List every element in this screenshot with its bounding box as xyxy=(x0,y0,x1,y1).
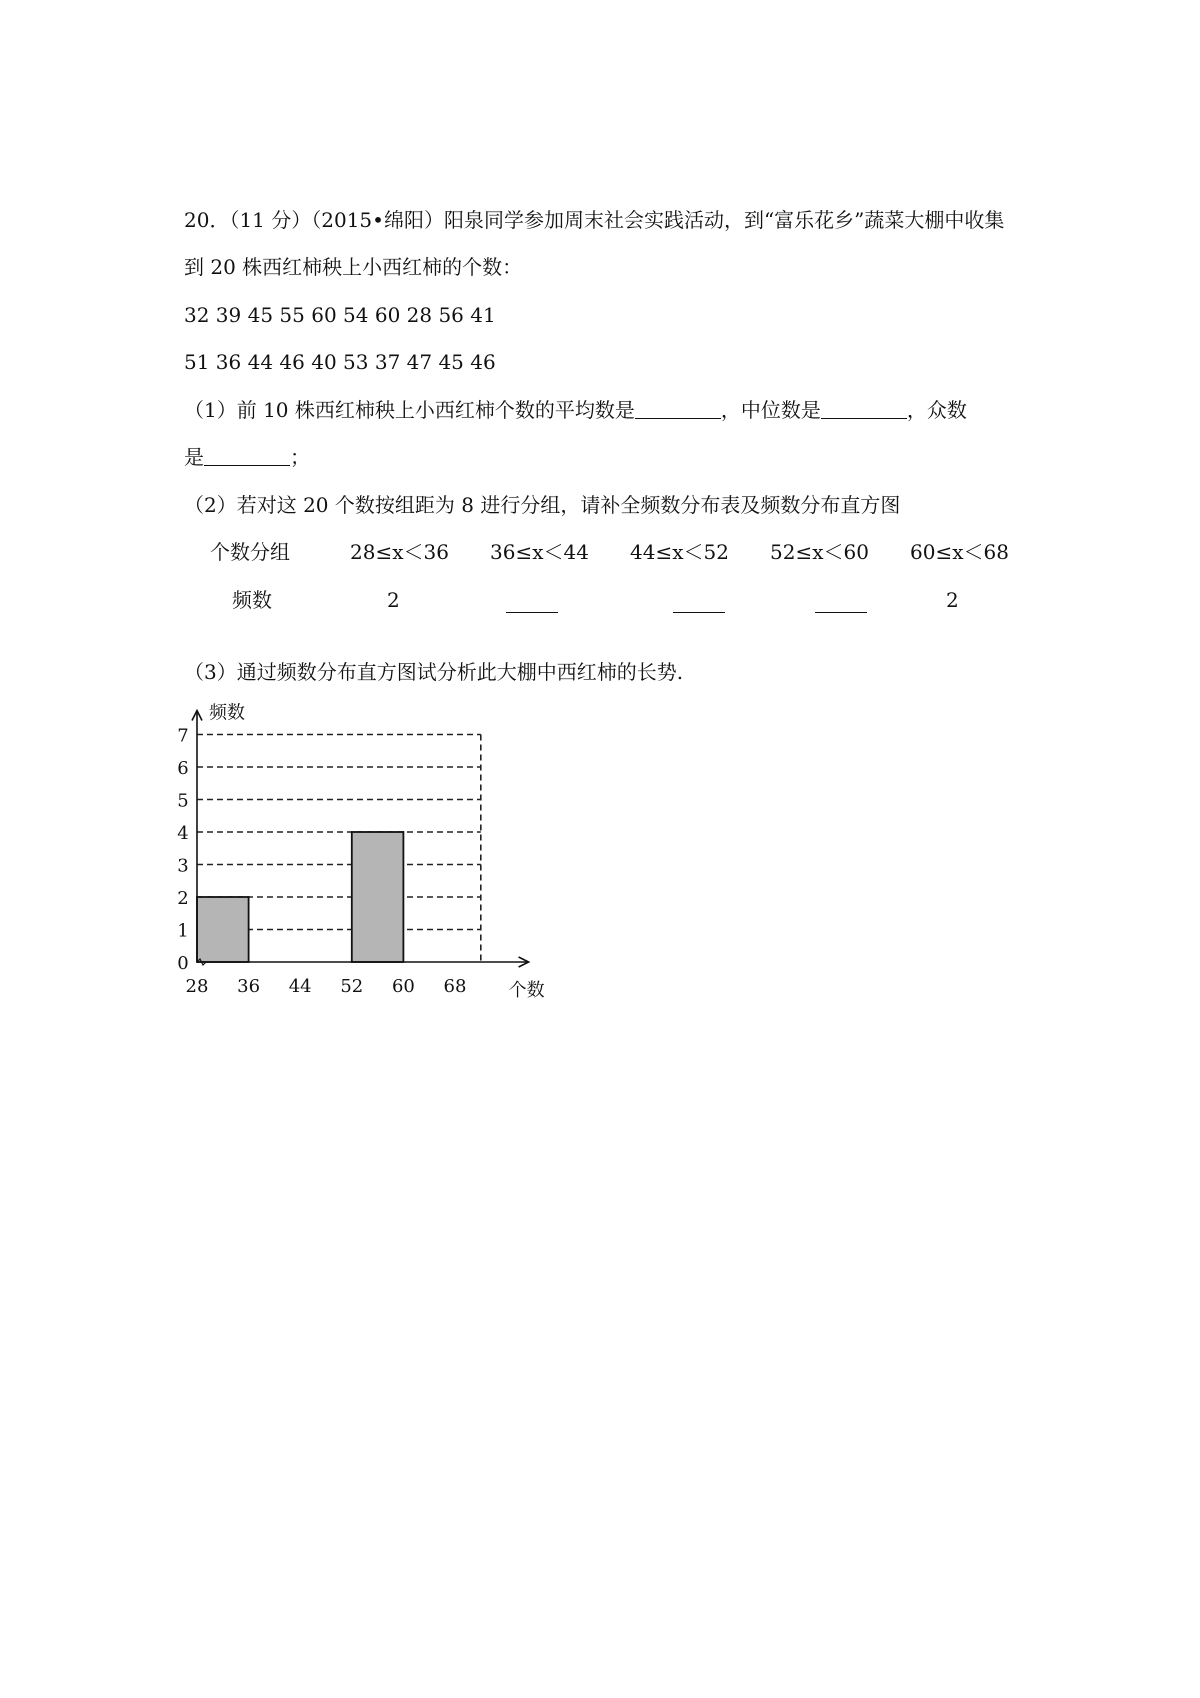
y-tick-label: 0 xyxy=(177,953,189,974)
x-axis-title: 个数 xyxy=(508,980,545,1001)
frequency-histogram xyxy=(175,698,635,1008)
x-tick-label: 28 xyxy=(185,976,209,997)
x-tick-label: 44 xyxy=(288,976,312,997)
q1-text-c: ，众数 xyxy=(906,398,967,422)
y-tick-label: 1 xyxy=(177,920,189,942)
problem-header-cont: 到 20 株西红柿秧上小西红柿的个数： xyxy=(184,255,523,279)
x-tick-label: 60 xyxy=(391,976,415,997)
x-tick-label: 68 xyxy=(443,976,467,997)
y-tick-label: 7 xyxy=(177,725,189,747)
table-header-freq: 频数 xyxy=(232,588,272,612)
y-tick-label: 3 xyxy=(177,855,189,877)
table-group-1: 28≤x＜36 xyxy=(350,540,449,564)
x-tick-label: 52 xyxy=(340,976,364,997)
table-freq-5: 2 xyxy=(946,588,959,612)
x-tick-label: 36 xyxy=(237,976,261,997)
question-1-cont xyxy=(184,443,310,471)
problem-header: 20．（11 分）（2015•绵阳）阳泉同学参加周末社会实践活动，到“富乐花乡”蔬菜大棚中收集 xyxy=(184,208,1005,232)
answer-blank-mode[interactable] xyxy=(204,445,290,466)
q1-text-a: （1）前 10 株西红柿秧上小西红柿个数的平均数是 xyxy=(184,398,635,422)
y-tick-label: 2 xyxy=(177,888,189,909)
y-axis-title: 频数 xyxy=(209,702,245,724)
table-header-groups: 个数分组 xyxy=(210,540,290,564)
q1-text-b: ，中位数是 xyxy=(720,398,821,422)
table-group-2: 36≤x＜44 xyxy=(490,540,589,564)
table-group-3: 44≤x＜52 xyxy=(630,540,729,564)
freq-blank-2[interactable] xyxy=(506,612,558,613)
question-1 xyxy=(184,396,967,424)
histogram-bar xyxy=(197,897,249,962)
freq-blank-4[interactable] xyxy=(815,612,867,613)
table-freq-1: 2 xyxy=(387,588,400,612)
question-3: （3）通过频数分布直方图试分析此大棚中西红柿的长势. xyxy=(184,660,684,684)
histogram-bar xyxy=(352,832,404,962)
answer-blank-median[interactable] xyxy=(821,398,907,419)
y-tick-label: 5 xyxy=(177,790,189,812)
q1-text-d: 是 xyxy=(184,445,204,469)
y-tick-label: 4 xyxy=(177,823,189,844)
data-row-1: 32 39 45 55 60 54 60 28 56 41 xyxy=(184,303,496,327)
freq-blank-3[interactable] xyxy=(673,612,725,613)
y-tick-label: 6 xyxy=(177,758,189,779)
table-group-5: 60≤x＜68 xyxy=(910,540,1009,564)
q1-text-e: ； xyxy=(290,445,310,469)
question-2: （2）若对这 20 个数按组距为 8 进行分组，请补全频数分布表及频数分布直方图 xyxy=(184,493,901,517)
table-group-4: 52≤x＜60 xyxy=(770,540,869,564)
answer-blank-mean[interactable] xyxy=(635,398,721,419)
data-row-2: 51 36 44 46 40 53 37 47 45 46 xyxy=(184,350,496,374)
